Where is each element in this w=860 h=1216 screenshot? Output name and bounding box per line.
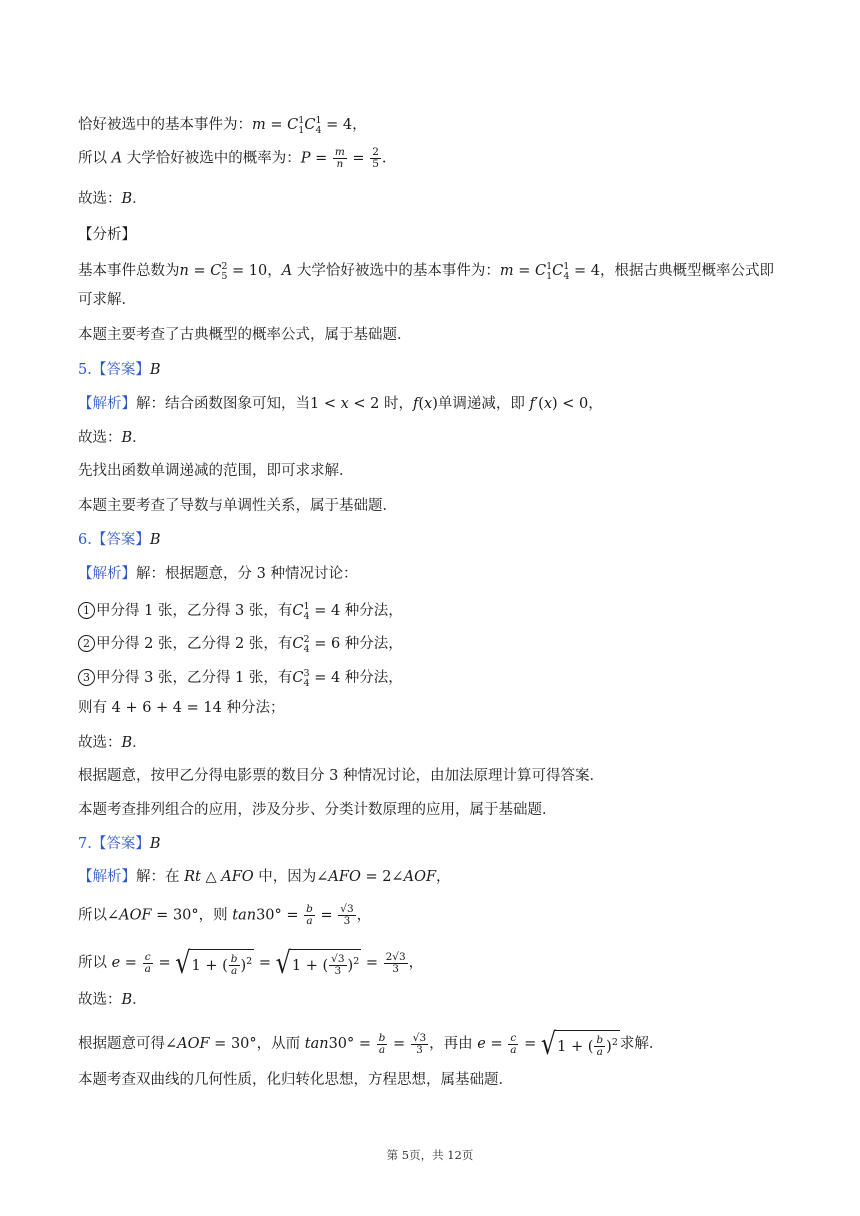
text-line: 所以 A 大学恰好被选中的概率为：P = $\frac{m}{n}$ = $\frac{2}{5}$ . <box>78 146 387 170</box>
text-line: 恰好被选中的基本事件为：$m = C^1_1C^1_4 = 4$， <box>78 115 367 136</box>
text-line: 先找出函数单调递减的范围，即可求求解． <box>78 463 354 479</box>
text-line: 可求解． <box>78 292 136 308</box>
text-line: 【解析】解：根据题意，分 3 种情况讨论： <box>78 566 358 582</box>
text-line: 根据题意可得∠AOF = 30°，从而 tan30° = $\frac{b}{a}$ = $\frac{√3}{3}$ ，再由 e = $\frac{c}{a}$ = √1 + ( $\frac{b}{a}$ )$^2$ 求解． <box>78 1026 664 1062</box>
text-line: 故选：B． <box>78 191 147 207</box>
text-line: 所以 e = $\frac{c}{a}$ = √1 + ( $\frac{b}{a}$ )$^2$ = √1 + ( $\frac{√3}{3}$ )$^2$ = $\frac{2√3}{3}$ ， <box>78 945 424 981</box>
text-line: 所以∠AOF = 30°，则 tan30° = $\frac{b}{a}$ = $\frac{√3}{3}$ ， <box>78 903 372 927</box>
text-line: 【解析】解：在 Rt △ AFO 中，因为∠AFO = 2∠AOF， <box>78 869 451 885</box>
text-line: 根据题意，按甲乙分得电影票的数目分 3 种情况讨论，由加法原理计算可得答案． <box>78 768 604 784</box>
text-line: 故选：B． <box>78 992 147 1008</box>
answer-heading-6: 6.【答案】B <box>78 532 161 548</box>
text-line: 本题考查排列组合的应用，涉及分步、分类计数原理的应用，属于基础题． <box>78 802 557 818</box>
text-line: 【解析】解：结合函数图象可知，当1 < x < 2 时，f(x)单调递减，即 f′(x) < 0， <box>78 396 603 412</box>
answer-heading-7: 7.【答案】B <box>78 836 161 852</box>
text-line: 故选：B． <box>78 430 147 446</box>
text-line: 2 甲分得 2 张，乙分得 2 张，有$C^2_4 = 6$ 种分法， <box>78 629 798 661</box>
text-line: 1 甲分得 1 张，乙分得 3 张，有$C^1_4 = 4$ 种分法， <box>78 596 798 628</box>
text-line: 本题主要考查了导数与单调性关系，属于基础题． <box>78 498 397 514</box>
text-line: 则有 4 + 6 + 4 = 14 种分法； <box>78 700 285 716</box>
circled-number: 1 <box>78 602 95 619</box>
circled-number: 2 <box>78 635 95 652</box>
fraction: $\frac{2}{5}$ <box>372 146 379 170</box>
page-footer: 第 5页，共 12页 <box>386 1148 474 1162</box>
circled-number: 3 <box>78 669 95 686</box>
text-line: 故选：B． <box>78 735 147 751</box>
text-span: 恰好被选中的基本事件为： <box>78 116 252 133</box>
math-expr: m <box>252 116 266 133</box>
answer-heading-5: 5.【答案】B <box>78 362 161 378</box>
text-line: 3 甲分得 3 张，乙分得 1 张，有$C^3_4 = 4$ 种分法， <box>78 663 798 695</box>
text-line: 基本事件总数为$n = C^2_5 = 10$，A 大学恰好被选中的基本事件为：$m = C^1_1C^1_4 = 4$，根据古典概型概率公式即 <box>78 261 774 282</box>
text-line: 本题考查双曲线的几何性质，化归转化思想，方程思想，属基础题． <box>78 1072 513 1088</box>
section-heading: 【分析】 <box>78 227 136 243</box>
fraction: $\frac{m}{n}$ <box>334 146 345 170</box>
text-line: 本题主要考查了古典概型的概率公式，属于基础题． <box>78 327 412 343</box>
